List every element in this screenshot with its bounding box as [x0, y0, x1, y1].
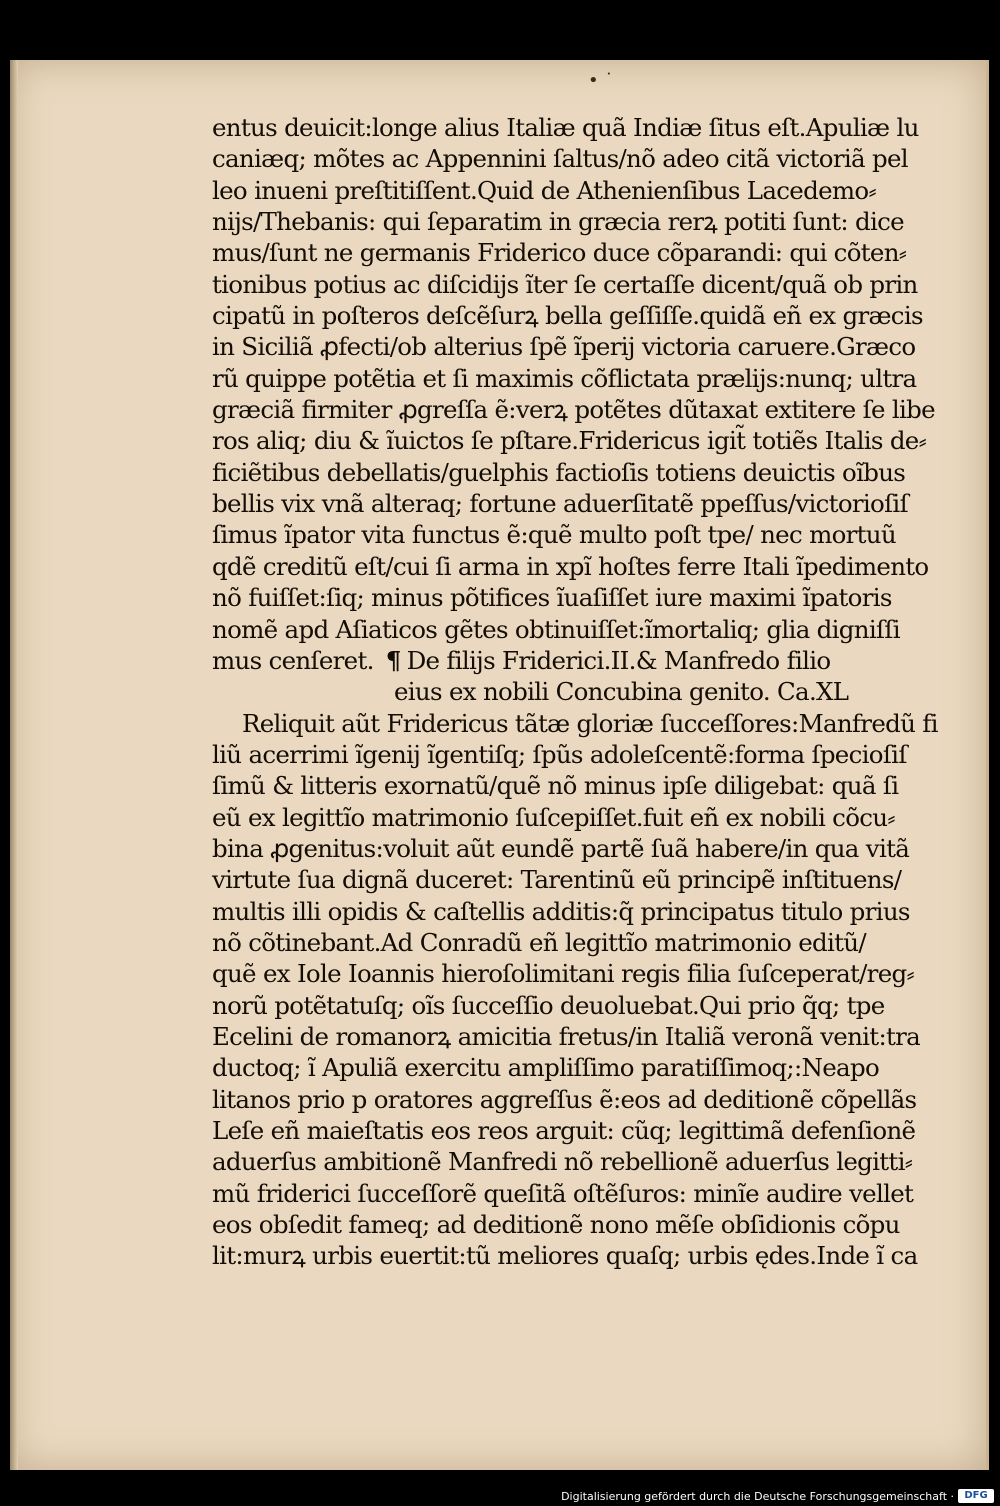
- chapter-heading-line-1: De filijs Friderici.II.& Manfredo filio: [406, 645, 831, 675]
- text-line-end: mus cenſeret.: [212, 645, 374, 675]
- page-edge: [10, 60, 18, 1470]
- text-line: eũ ex legittĩo matrimonio ſuſcepiſſet.fuit eñ ex nobili cõcu⸗: [212, 802, 895, 832]
- text-line: nomẽ apd Aſiaticos gẽtes obtinuiſſet:ĩmortaliq; glia digniſſi: [212, 614, 900, 644]
- text-line: nijs/Thebanis: qui ſeparatim in græcia rerꝝ potiti ſunt: dice: [212, 207, 904, 237]
- text-line: rũ quippe potẽtia et ſi maximis cõflictata prælijs:nunq; ultra: [212, 363, 917, 393]
- text-line: nõ fuiſſet:ſiq; minus põtifices ĩuaſiſſet iure maximi ĩpatoris: [212, 583, 892, 613]
- dfg-logo: DFG: [958, 1489, 994, 1503]
- chapter-heading-line-2: eius ex nobili Concubina genito. Ca.XL: [394, 677, 849, 707]
- page-mark: • ˙: [588, 70, 614, 91]
- text-line: Reliquit aũt Fridericus tãtæ gloriæ ſucceſſores:Manfredũ fi: [242, 708, 938, 738]
- text-line: mus/ſunt ne germanis Friderico duce cõparandi: qui cõten⸗: [212, 238, 907, 268]
- footer-bar: [0, 1487, 1000, 1506]
- text-line: bina ꝓgenitus:voluit aũt eundẽ partẽ ſuã habere/in qua vitã: [212, 833, 910, 863]
- text-line: Ecelini de romanorꝝ amicitia fretus/in Italiã veronã venit:tra: [212, 1021, 921, 1051]
- text-line: [212, 645, 920, 676]
- text-line: leo inueni preſtitiſſent.Quid de Athenienſibus Lacedemo⸗: [212, 175, 876, 205]
- pilcrow-icon: ¶: [385, 645, 401, 675]
- text-block: [212, 112, 938, 1272]
- text-line: lit:murꝝ urbis euertit:tũ meliores quaſq; urbis ędes.Inde ĩ ca: [212, 1241, 918, 1271]
- text-line: norũ potẽtatuſq; oĩs ſucceſſio deuoluebat.Qui prio q̃q; tpe: [212, 990, 885, 1020]
- text-line: nõ cõtinebant.Ad Conradũ eñ legittĩo matrimonio editũ/: [212, 927, 866, 957]
- text-line: bellis vix vnã alteraq; fortune aduerſitatẽ ppeſſus/victorioſiſ: [212, 489, 908, 519]
- text-line: Leſe eñ maieſtatis eos reos arguit: cũq; legittimã defenſionẽ: [212, 1116, 916, 1145]
- text-line: litanos prio p oratores aggreſſus ẽ:eos ad deditionẽ cõpellãs: [212, 1084, 917, 1114]
- text-line: liũ acerrimi ĩgenij ĩgentiſq; ſpũs adoleſcentẽ:forma ſpecioſiſ: [212, 739, 907, 769]
- text-line: ſimũ & litteris exornatũ/quẽ nõ minus ipſe diligebat: quã ſi: [212, 771, 899, 801]
- text-line: qdẽ creditũ eſt/cui ſi arma in xpĩ hoſtes ferre Itali ĩpedimento: [212, 551, 929, 581]
- text-line: caniæq; mõtes ac Appennini ſaltus/nõ adeo citã victoriã pel: [212, 144, 908, 174]
- footer-credit: Digitalisierung gefördert durch die Deutsche Forschungsgemeinschaft ·: [561, 1490, 954, 1503]
- text-line: mũ friderici ſucceſſorẽ queſitã oſtẽſuros: minĩe audire vellet: [212, 1178, 914, 1208]
- text-line: in Siciliã ꝓfecti/ob alterius ſpẽ ĩperij victoria caruere.Græco: [212, 332, 916, 362]
- text-line: cipatũ in poſteros deſcẽſurꝝ bella geſſiſſe.quidã eñ ex græcis: [212, 301, 923, 331]
- text-line: aduerſus ambitionẽ Manfredi nõ rebellionẽ aduerſus legitti⸗: [212, 1147, 913, 1177]
- text-line: multis illi opidis & caſtellis additis:q̃ principatus titulo prius: [212, 896, 910, 926]
- text-line: ficiẽtibus debellatis/guelphis factioſis totiens deuictis oĩbus: [212, 457, 906, 487]
- text-line: entus deuicit:longe alius Italiæ quã Indiæ ſitus eſt.Apuliæ lu: [212, 113, 919, 142]
- text-line: quẽ ex Iole Ioannis hieroſolimitani regis filia ſuſceperat/reg⸗: [212, 959, 914, 989]
- text-line: eos obſedit fameq; ad deditionẽ nono mẽſe obſidionis cõpu: [212, 1210, 900, 1240]
- text-line: ſimus ĩpator vita functus ẽ:quẽ multo poſt tpe/ nec mortuũ: [212, 520, 896, 550]
- text-line: virtute ſua dignã duceret: Tarentinũ eũ principẽ inſtituens/: [212, 865, 902, 895]
- text-line: græciã firmiter ꝓgreſſa ẽ:verꝝ potẽtes dũtaxat extitere ſe libe: [212, 395, 935, 425]
- text-line: ros aliq; diu & ĩuictos ſe pſtare.Fridericus igit̃ totiẽs Italis de⸗: [212, 426, 927, 456]
- text-line: ductoq; ĩ Apuliã exercitu ampliſſimo paratiſſimoq;:Neapo: [212, 1053, 879, 1083]
- text-line: tionibus potius ac diſcidijs ĩter ſe certaſſe dicent/quã ob prin: [212, 269, 918, 299]
